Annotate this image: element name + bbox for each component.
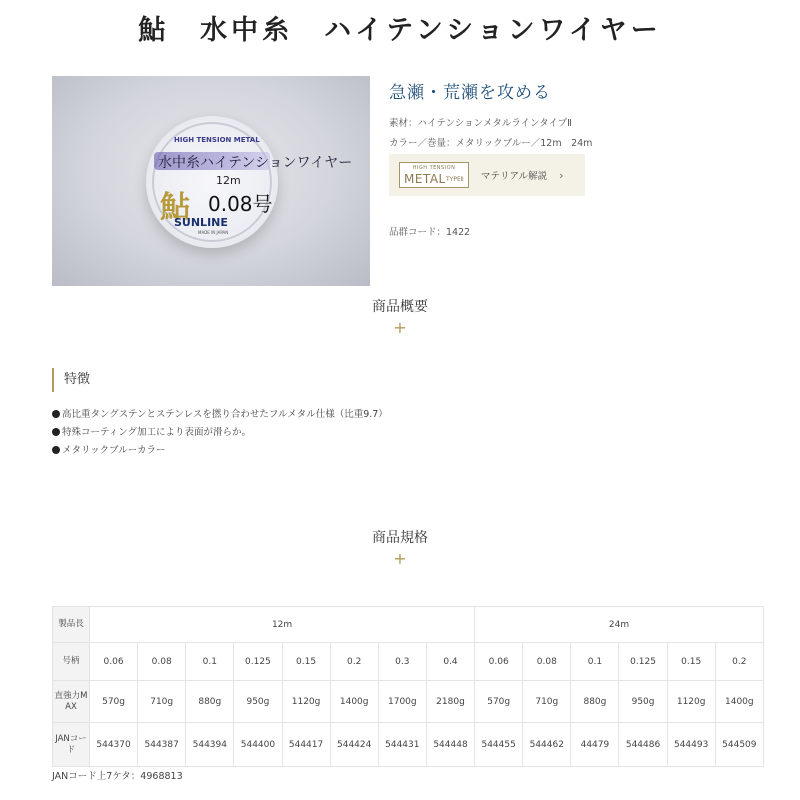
spool-label-top: HIGH TENSION METAL [174, 136, 260, 144]
jan-prefix-note: JANコード上7ケタ：4968813 [52, 771, 183, 782]
jan-cell: 544448 [426, 723, 474, 767]
spec-table [52, 606, 764, 767]
strength-cell: 570g [90, 681, 138, 723]
jan-cell: 544462 [523, 723, 571, 767]
size-cell: 0.08 [138, 643, 186, 681]
strength-cell: 1120g [667, 681, 715, 723]
size-cell: 0.1 [186, 643, 234, 681]
page-title: 鮎 水中糸 ハイテンションワイヤー [138, 15, 662, 46]
strength-cell: 710g [523, 681, 571, 723]
size-cell: 0.1 [571, 643, 619, 681]
metal-type-badge [399, 162, 469, 188]
jan-cell: 544370 [90, 723, 138, 767]
size-cell: 0.15 [282, 643, 330, 681]
badge-top-text: HIGH TENSION [412, 165, 456, 171]
strength-cell: 880g [186, 681, 234, 723]
spool-product-name: 水中糸ハイテンションワイヤー [158, 155, 353, 171]
chevron-right-icon: › [559, 168, 564, 182]
strength-cell: 1700g [378, 681, 426, 723]
tagline: 急瀬・荒瀬を攻める [389, 83, 551, 103]
size-cell: 0.2 [330, 643, 378, 681]
size-cell: 0.15 [667, 643, 715, 681]
row-header-length: 製品長 [53, 607, 90, 643]
spool-brand: SUNLINE [174, 216, 228, 229]
product-image [52, 76, 370, 286]
strength-cell: 570g [475, 681, 523, 723]
jan-cell: 544394 [186, 723, 234, 767]
size-cell: 0.125 [619, 643, 667, 681]
spec-color-length: カラー／巻量：メタリックブルー／12m 24m [389, 138, 593, 149]
strength-cell: 710g [138, 681, 186, 723]
strength-cell: 1120g [282, 681, 330, 723]
row-header-jan: JANコード [53, 723, 90, 767]
table-row-jan [53, 723, 764, 767]
spool-made: MADE IN JAPAN [198, 230, 229, 235]
jan-cell: 544417 [282, 723, 330, 767]
size-cell: 0.06 [475, 643, 523, 681]
size-cell: 0.125 [234, 643, 282, 681]
feature-text: メタリックブルーカラー [62, 445, 166, 456]
table-row-length [53, 607, 764, 643]
spool-illustration [146, 116, 353, 248]
material-link-label: マテリアル解説 [481, 171, 548, 182]
badge-type-text: TYPEⅡ [446, 176, 464, 183]
jan-cell: 544493 [667, 723, 715, 767]
material-explanation-link[interactable] [389, 154, 585, 196]
overview-heading[interactable]: 商品概要 [372, 299, 428, 315]
spool-length: 12m [216, 174, 241, 187]
strength-cell: 950g [619, 681, 667, 723]
strength-cell: 950g [234, 681, 282, 723]
feature-text: 高比重タングステンとステンレスを撚り合わせたフルメタル仕様（比重9.7） [62, 409, 388, 420]
length-group-24m: 24m [475, 607, 764, 643]
jan-cell: 544387 [138, 723, 186, 767]
overview-expand-icon[interactable]: + [393, 318, 407, 337]
jan-cell: 544509 [715, 723, 763, 767]
jan-cell: 544431 [378, 723, 426, 767]
feature-list [52, 406, 388, 460]
feature-item [52, 424, 388, 442]
strength-cell: 1400g [715, 681, 763, 723]
spec-heading[interactable]: 商品規格 [372, 530, 428, 546]
strength-cell: 1400g [330, 681, 378, 723]
row-header-strength: 直強力MAX [53, 681, 90, 723]
product-code: 品群コード：1422 [389, 227, 471, 238]
spec-material: 素材：ハイテンションメタルラインタイプⅡ [389, 118, 572, 129]
feature-item [52, 442, 388, 460]
spec-expand-icon[interactable]: + [393, 549, 407, 568]
feature-item [52, 406, 388, 424]
badge-main-text: METAL [404, 172, 446, 186]
table-row-size [53, 643, 764, 681]
bullet-icon [52, 446, 60, 454]
bullet-icon [52, 428, 60, 436]
size-cell: 0.06 [90, 643, 138, 681]
jan-cell: 544455 [475, 723, 523, 767]
size-cell: 0.08 [523, 643, 571, 681]
jan-cell: 544400 [234, 723, 282, 767]
length-group-12m: 12m [90, 607, 475, 643]
jan-cell: 544486 [619, 723, 667, 767]
strength-cell: 2180g [426, 681, 474, 723]
bullet-icon [52, 410, 60, 418]
row-header-size: 号柄 [53, 643, 90, 681]
size-cell: 0.2 [715, 643, 763, 681]
spool-ayu-logo: 鮎 [160, 190, 190, 225]
table-row-strength [53, 681, 764, 723]
feature-text: 特殊コーティング加工により表面が滑らか。 [62, 427, 252, 438]
features-heading: 特徴 [52, 368, 90, 392]
strength-cell: 880g [571, 681, 619, 723]
jan-cell: 44479 [571, 723, 619, 767]
size-cell: 0.3 [378, 643, 426, 681]
spool-size: 0.08号 [208, 192, 273, 216]
jan-cell: 544424 [330, 723, 378, 767]
size-cell: 0.4 [426, 643, 474, 681]
